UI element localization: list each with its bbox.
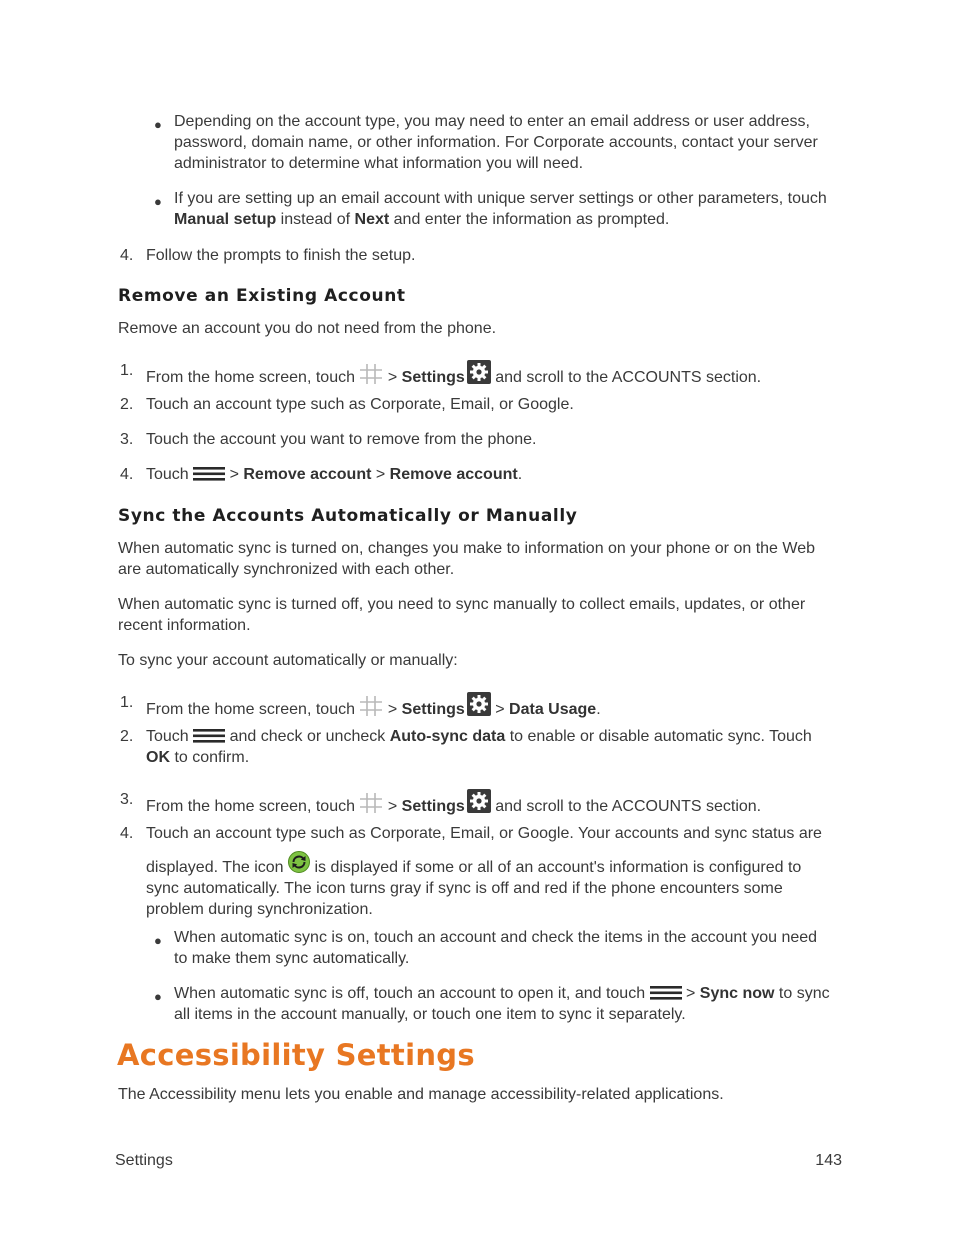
bullet-dot: ● — [154, 117, 162, 132]
text-line — [174, 209, 848, 230]
text-line: Depending on the account type, you may need to enter an email address or user address, — [174, 113, 810, 130]
settings-gear-icon — [467, 360, 491, 384]
settings-label: Settings — [401, 701, 465, 718]
sync-para-2 — [118, 594, 848, 636]
section-heading-sync: Sync the Accounts Automatically or Manually — [118, 506, 578, 526]
settings-gear-icon — [467, 789, 491, 813]
step-number: 1. — [120, 362, 134, 379]
step-text: Touch an account type such as Corporate, Email, or Google. — [146, 396, 574, 413]
text-line: password, domain name, or other information. For Corporate accounts, contact your server — [174, 134, 818, 151]
text-line: all items in the account manually, or touch one item to sync it separately. — [174, 1006, 686, 1023]
text-line: to make them sync automatically. — [174, 950, 410, 967]
text-fragment: and enter the information as prompted. — [389, 211, 670, 228]
settings-label: Settings — [401, 369, 465, 386]
step-number: 3. — [120, 431, 134, 448]
sync-icon — [288, 851, 310, 873]
apps-grid-icon — [359, 363, 383, 385]
remove-account-label: Remove account — [243, 466, 372, 483]
text-fragment: to sync — [774, 985, 830, 1002]
step-text — [146, 823, 848, 920]
text-line: sync automatically. The icon turns gray if sync is off and red if the phone encounters some — [146, 880, 783, 897]
menu-icon — [193, 467, 225, 481]
accessibility-intro: The Accessibility menu lets you enable and manage accessibility-related applications. — [118, 1086, 724, 1103]
text-line — [146, 747, 848, 768]
text-line: Touch an account type such as Corporate, Email, or Google. Your accounts and sync status are — [146, 825, 822, 842]
text-fragment: and check or uncheck — [225, 728, 390, 745]
text-line: recent information. — [118, 617, 251, 634]
bullet-manual-setup — [174, 188, 848, 230]
next-label: Next — [354, 211, 390, 228]
text-fragment: When automatic sync is off, touch an account to open it, and touch — [174, 985, 650, 1002]
step-number: 2. — [120, 728, 134, 745]
bullet-account-type — [174, 111, 848, 174]
text-line — [146, 851, 848, 878]
text-fragment: > — [681, 985, 700, 1002]
menu-icon — [650, 986, 682, 1000]
step-text: Touch the account you want to remove from the phone. — [146, 431, 537, 448]
bullet-sync-on — [174, 927, 848, 969]
manual-setup-label: Manual setup — [174, 211, 277, 228]
text-fragment: and scroll to the ACCOUNTS section. — [490, 369, 762, 386]
bullet-sync-off — [174, 983, 848, 1025]
step-number: 4. — [120, 825, 134, 842]
bullet-dot: ● — [154, 933, 162, 948]
menu-icon — [193, 729, 225, 743]
text-fragment: > — [383, 798, 402, 815]
apps-grid-icon — [359, 695, 383, 717]
auto-sync-data-label: Auto-sync data — [389, 728, 506, 745]
settings-label: Settings — [401, 798, 465, 815]
step-number: 1. — [120, 694, 134, 711]
remove-account-label: Remove account — [389, 466, 518, 483]
text-fragment: > — [383, 369, 402, 386]
text-line — [174, 983, 848, 1004]
bullet-dot: ● — [154, 989, 162, 1004]
text-fragment: . — [596, 701, 601, 718]
text-fragment: instead of — [276, 211, 355, 228]
step-text — [146, 726, 848, 768]
step-number: 4. — [120, 247, 134, 264]
text-line: When automatic sync is on, touch an account and check the items in the account you need — [174, 929, 818, 946]
step-number: 3. — [120, 791, 134, 808]
footer-page-number: 143 — [815, 1152, 842, 1169]
bullet-dot: ● — [154, 194, 162, 209]
data-usage-label: Data Usage — [509, 701, 597, 718]
step-number: 4. — [120, 466, 134, 483]
sync-para-1 — [118, 538, 848, 580]
step-text: Follow the prompts to finish the setup. — [146, 247, 416, 264]
text-fragment: > — [383, 701, 402, 718]
text-line: administrator to determine what information you will need. — [174, 155, 584, 172]
settings-gear-icon — [467, 692, 491, 716]
text-fragment: > — [490, 701, 510, 718]
text-fragment: From the home screen, touch — [146, 369, 360, 386]
step-text — [146, 464, 848, 485]
text-fragment: to enable or disable automatic sync. Touch — [505, 728, 812, 745]
text-fragment: From the home screen, touch — [146, 701, 360, 718]
text-fragment: . — [517, 466, 523, 483]
text-fragment: is displayed if some or all of an account's information is configured to — [310, 859, 802, 876]
text-line: If you are setting up an email account with unique server settings or other parameters, touch — [174, 190, 827, 207]
step-text — [146, 360, 848, 388]
text-line: are automatically synchronized with each other. — [118, 561, 455, 578]
text-fragment: Touch — [146, 466, 194, 483]
footer-section-name: Settings — [115, 1152, 173, 1169]
text-line: problem during synchronization. — [146, 901, 373, 918]
step-text — [146, 692, 848, 720]
sync-para-3: To sync your account automatically or manually: — [118, 652, 458, 669]
text-fragment: to confirm. — [170, 749, 250, 766]
text-fragment: displayed. The icon — [146, 859, 289, 876]
step-number: 2. — [120, 396, 134, 413]
apps-grid-icon — [359, 792, 383, 814]
page-heading-accessibility: Accessibility Settings — [117, 1038, 475, 1072]
text-line: When automatic sync is turned off, you need to sync manually to collect emails, updates, or other — [118, 596, 806, 613]
text-fragment: and scroll to the ACCOUNTS section. — [490, 798, 762, 815]
section-heading-remove: Remove an Existing Account — [118, 286, 406, 306]
text-fragment: From the home screen, touch — [146, 798, 360, 815]
text-line: When automatic sync is turned on, changes you make to information on your phone or on the Web — [118, 540, 815, 557]
ok-label: OK — [146, 749, 170, 766]
text-fragment: > — [371, 466, 390, 483]
sync-now-label: Sync now — [699, 985, 775, 1002]
step-text — [146, 789, 848, 817]
text-fragment: > — [225, 466, 244, 483]
text-line — [146, 726, 848, 747]
section-intro: Remove an account you do not need from the phone. — [118, 320, 497, 337]
text-fragment: Touch — [146, 728, 194, 745]
